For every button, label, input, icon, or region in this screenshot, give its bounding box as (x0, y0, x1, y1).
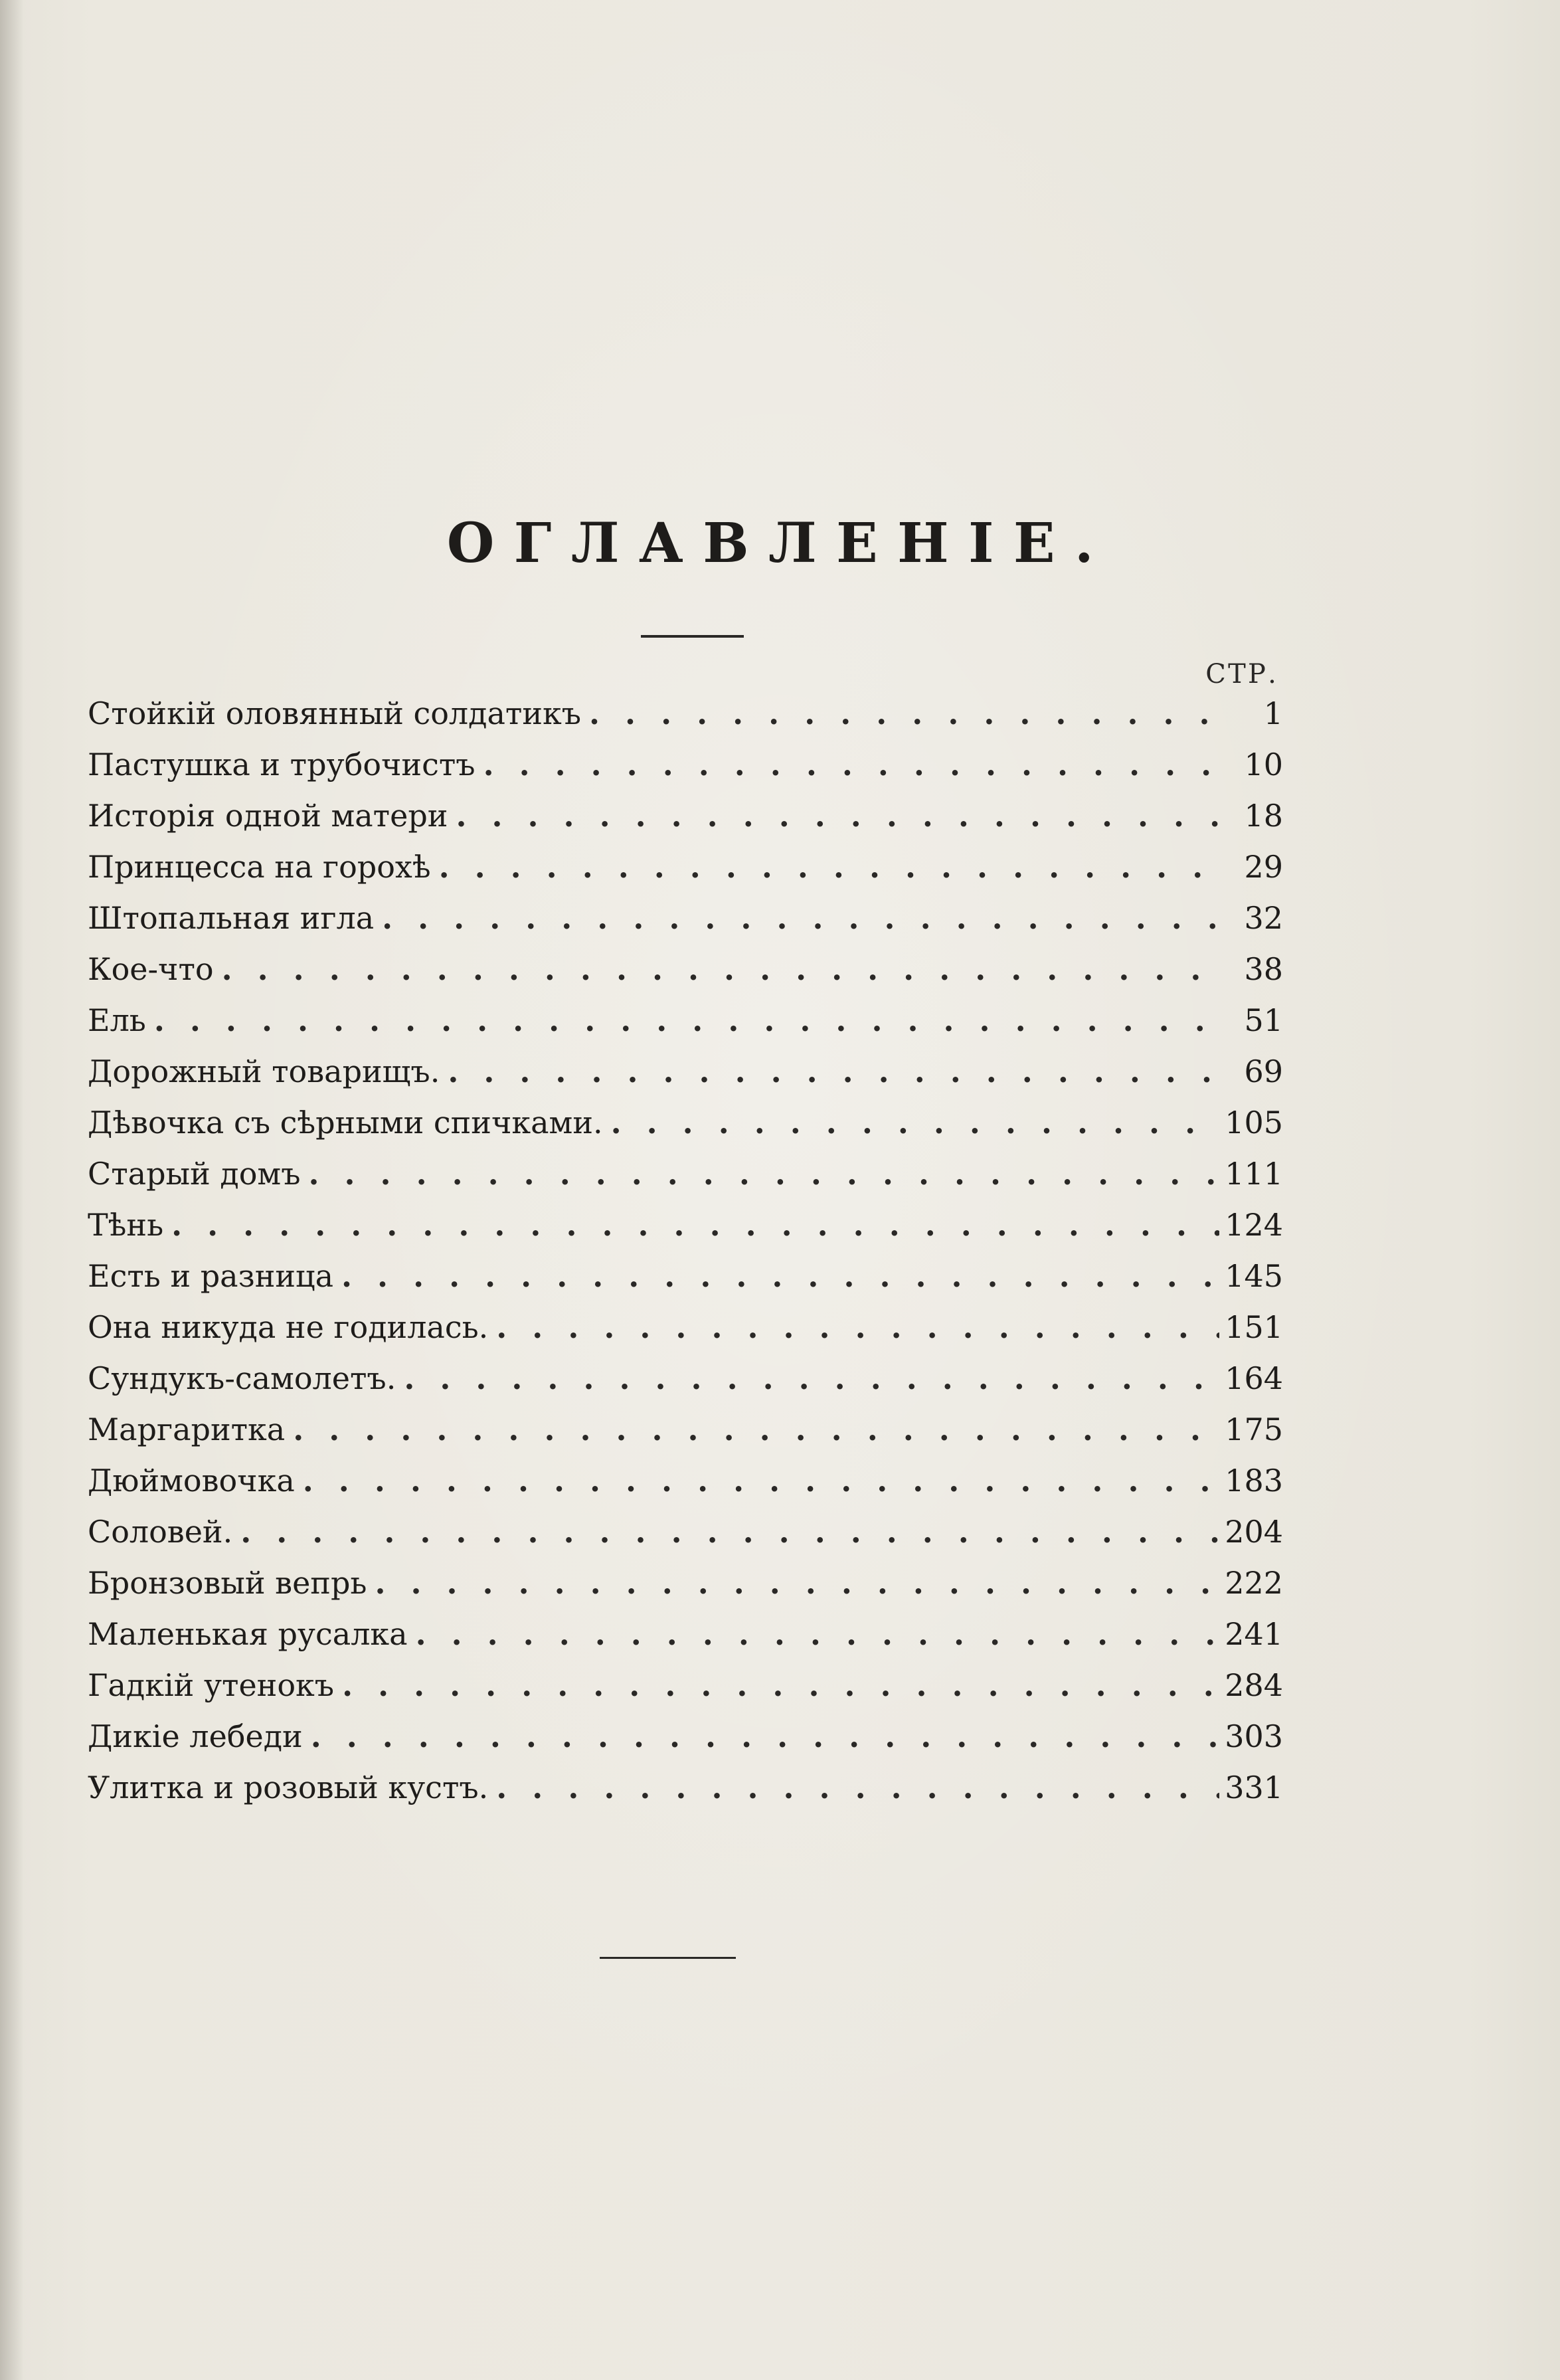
toc-entry (88, 1258, 1283, 1309)
toc-entry (88, 1360, 1283, 1412)
toc-entry-page: 124 (1225, 1207, 1283, 1243)
toc-entry-title: Гадкій утенокъ (88, 1667, 335, 1703)
toc-entry-title: Маленькая русалка (88, 1616, 408, 1652)
toc-entry (88, 1156, 1283, 1207)
dot-leader (439, 849, 1219, 885)
spine-shadow (0, 0, 24, 2380)
toc-entry-page: 175 (1225, 1412, 1283, 1447)
toc-entry (88, 1463, 1283, 1514)
toc-entry-title: Дѣвочка съ сѣрными спичками. (88, 1105, 603, 1141)
dot-leader (342, 1667, 1219, 1703)
toc-entry-title: Сундукъ-самолетъ. (88, 1360, 396, 1396)
toc-entry-page: 284 (1225, 1667, 1283, 1703)
toc-entry-title: Бронзовый вепрь (88, 1565, 367, 1601)
toc-entry-page: 164 (1225, 1360, 1283, 1396)
toc-entry-page: 69 (1244, 1053, 1283, 1089)
toc-entry-title: Ель (88, 1002, 146, 1038)
toc-entry-title: Маргаритка (88, 1412, 286, 1447)
toc-entry-title: Пастушка и трубочистъ (88, 747, 476, 782)
dot-leader (416, 1616, 1219, 1652)
dot-leader (483, 747, 1219, 782)
toc-entry-page: 241 (1225, 1616, 1283, 1652)
toc-entry-title: Принцесса на горохѣ (88, 849, 431, 885)
bottom-divider (600, 1957, 736, 1959)
toc-entry-page: 145 (1225, 1258, 1283, 1294)
toc-entry-title: Дюймовочка (88, 1463, 295, 1499)
toc-entry (88, 1002, 1283, 1053)
toc-entry-title: Дорожный товарищъ. (88, 1053, 440, 1089)
toc-entry-title: Она никуда не годилась. (88, 1309, 489, 1345)
toc-entry (88, 798, 1283, 849)
toc-entry (88, 1565, 1283, 1616)
dot-leader (404, 1360, 1219, 1396)
toc-entry (88, 849, 1283, 900)
toc-entry-page: 222 (1225, 1565, 1283, 1601)
toc-entry (88, 1105, 1283, 1156)
toc-entry-page: 111 (1225, 1156, 1283, 1192)
toc-entry (88, 747, 1283, 798)
dot-leader (375, 1565, 1219, 1601)
dot-leader (240, 1514, 1219, 1550)
toc-entry (88, 1514, 1283, 1565)
toc-entry-title: Улитка и розовый кустъ. (88, 1770, 489, 1805)
toc-entry-page: 105 (1225, 1105, 1283, 1141)
page-column-label: СТР. (1205, 659, 1278, 689)
dot-leader (311, 1718, 1219, 1754)
toc-entry (88, 1309, 1283, 1360)
toc-entry-page: 10 (1244, 747, 1283, 782)
dot-leader (154, 1002, 1219, 1038)
dot-leader (303, 1463, 1219, 1499)
page-title: ОГЛАВЛЕНІЕ. (446, 511, 1114, 575)
table-of-contents (88, 695, 1283, 1821)
top-divider (641, 635, 744, 638)
dot-leader (382, 900, 1219, 936)
toc-entry-page: 32 (1244, 900, 1283, 936)
toc-entry-page: 29 (1244, 849, 1283, 885)
dot-leader (611, 1105, 1219, 1141)
toc-entry-title: Старый домъ (88, 1156, 301, 1192)
toc-entry (88, 1718, 1283, 1770)
toc-entry (88, 1616, 1283, 1667)
dot-leader (222, 951, 1219, 987)
toc-entry-title: Соловей. (88, 1514, 233, 1550)
dot-leader (341, 1258, 1219, 1294)
toc-entry-title: Есть и разница (88, 1258, 334, 1294)
toc-entry (88, 1667, 1283, 1718)
dot-leader (496, 1309, 1219, 1345)
dot-leader (456, 798, 1219, 834)
dot-leader (308, 1156, 1219, 1192)
dot-leader (171, 1207, 1219, 1243)
toc-entry-title: Исторія одной матери (88, 798, 448, 834)
toc-entry-title: Дикіе лебеди (88, 1718, 303, 1754)
toc-entry-page: 1 (1263, 695, 1283, 731)
toc-entry-page: 204 (1225, 1514, 1283, 1550)
toc-entry-page: 183 (1225, 1463, 1283, 1499)
toc-entry-page: 331 (1225, 1770, 1283, 1805)
toc-entry-title: Стойкій оловянный солдатикъ (88, 695, 582, 731)
dot-leader (293, 1412, 1219, 1447)
toc-entry (88, 951, 1283, 1002)
toc-entry-page: 303 (1225, 1718, 1283, 1754)
toc-entry-page: 38 (1244, 951, 1283, 987)
toc-entry (88, 695, 1283, 747)
toc-entry (88, 1412, 1283, 1463)
toc-entry-title: Кое-что (88, 951, 214, 987)
toc-entry (88, 1053, 1283, 1105)
dot-leader (496, 1770, 1219, 1805)
toc-entry-page: 51 (1244, 1002, 1283, 1038)
toc-entry-title: Тѣнь (88, 1207, 164, 1243)
dot-leader (589, 695, 1219, 731)
toc-entry (88, 1207, 1283, 1258)
toc-entry-page: 151 (1225, 1309, 1283, 1345)
toc-entry-title: Штопальная игла (88, 900, 375, 936)
toc-entry (88, 1770, 1283, 1821)
toc-entry-page: 18 (1244, 798, 1283, 834)
dot-leader (448, 1053, 1219, 1089)
toc-entry (88, 900, 1283, 951)
